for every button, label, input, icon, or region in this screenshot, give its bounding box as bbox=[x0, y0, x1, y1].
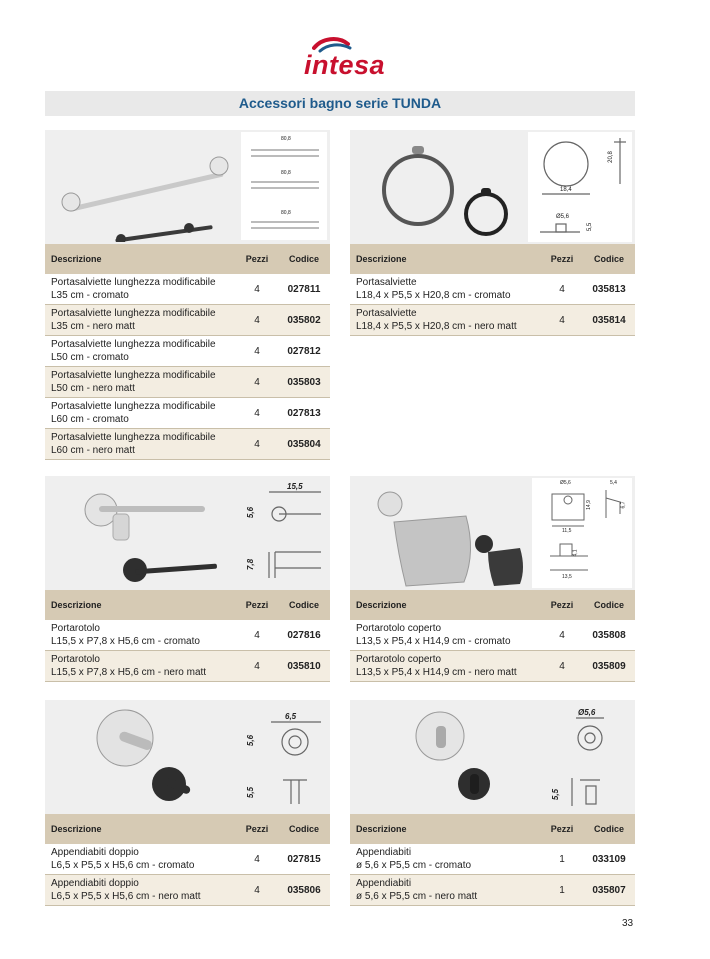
row-qty: 1 bbox=[559, 884, 565, 896]
row-desc-line2: L13,5 x P5,4 x H14,9 cm - nero matt bbox=[356, 667, 517, 678]
header-qty: Pezzi bbox=[245, 600, 269, 610]
dimension-label: 5,5 bbox=[246, 786, 256, 799]
page-number: 33 bbox=[622, 918, 634, 929]
header-code: Codice bbox=[593, 600, 624, 610]
row-qty: 4 bbox=[254, 884, 260, 896]
row-qty: 4 bbox=[254, 376, 260, 388]
product-block-towel-bar bbox=[45, 130, 330, 460]
double-hook-image bbox=[85, 704, 235, 810]
header-description: Descrizione bbox=[51, 254, 102, 264]
row-qty: 4 bbox=[254, 853, 260, 865]
header-description: Descrizione bbox=[51, 600, 102, 610]
product-photo bbox=[350, 476, 635, 590]
row-code: 035804 bbox=[287, 438, 321, 450]
header-description: Descrizione bbox=[356, 824, 407, 834]
row-qty: 4 bbox=[254, 407, 260, 419]
row-desc-line1: Appendiabiti bbox=[356, 847, 412, 858]
row-desc-line1: Portasalviette bbox=[356, 308, 417, 319]
table-row bbox=[45, 875, 330, 906]
dimension-label: Ø5,6 bbox=[556, 214, 570, 220]
product-photo bbox=[45, 130, 330, 244]
row-desc-line2: L35 cm - cromato bbox=[51, 290, 129, 301]
dimension-label: 5,6 bbox=[246, 734, 256, 747]
table-row bbox=[350, 875, 635, 906]
row-desc-line1: Portasalviette lunghezza modificabile bbox=[51, 339, 216, 350]
row-desc-line1: Portasalviette lunghezza modificabile bbox=[51, 370, 216, 381]
dimension-drawing bbox=[241, 702, 327, 812]
dimension-label: 20,8 bbox=[607, 151, 614, 163]
dimension-drawing bbox=[532, 478, 632, 588]
page-title-bar bbox=[45, 91, 635, 116]
row-desc-line2: ø 5,6 x P5,5 cm - nero matt bbox=[356, 891, 478, 902]
table-row bbox=[45, 398, 330, 429]
header-qty: Pezzi bbox=[245, 254, 269, 264]
dimension-label: 5,5 bbox=[587, 222, 594, 232]
dimension-label: 6,7 bbox=[620, 501, 627, 509]
header-code: Codice bbox=[593, 254, 624, 264]
row-qty: 4 bbox=[559, 283, 565, 295]
brand-name: intesa bbox=[304, 50, 386, 80]
header-description: Descrizione bbox=[356, 600, 407, 610]
table-header bbox=[350, 590, 635, 620]
header-qty: Pezzi bbox=[550, 600, 574, 610]
table-row bbox=[45, 651, 330, 682]
row-desc-line2: L60 cm - nero matt bbox=[51, 445, 135, 456]
row-qty: 4 bbox=[254, 283, 260, 295]
dimension-label: 80,8 bbox=[281, 210, 291, 216]
table-row bbox=[45, 844, 330, 875]
row-desc-line1: Portarotolo bbox=[51, 654, 100, 665]
table-row bbox=[45, 620, 330, 651]
dimension-label: 80,8 bbox=[281, 170, 291, 176]
row-desc-line2: ø 5,6 x P5,5 cm - cromato bbox=[356, 860, 472, 871]
page-title: Accessori bagno serie TUNDA bbox=[238, 95, 442, 111]
dimension-label: 80,8 bbox=[281, 136, 291, 142]
header-code: Codice bbox=[288, 824, 319, 834]
header-description: Descrizione bbox=[51, 824, 102, 834]
row-qty: 4 bbox=[254, 345, 260, 357]
dimension-drawing bbox=[528, 132, 632, 242]
row-qty: 4 bbox=[559, 314, 565, 326]
dimension-label: 11,5 bbox=[562, 528, 572, 534]
row-qty: 4 bbox=[559, 629, 565, 641]
dimension-label: 7,8 bbox=[246, 558, 256, 571]
table-header bbox=[45, 244, 330, 274]
dimension-drawing bbox=[546, 702, 632, 812]
covered-paper-holder-image bbox=[370, 482, 540, 588]
header-qty: Pezzi bbox=[550, 824, 574, 834]
row-desc-line1: Portarotolo coperto bbox=[356, 623, 442, 634]
table-row bbox=[45, 305, 330, 336]
header-qty: Pezzi bbox=[245, 824, 269, 834]
paper-holder-image bbox=[69, 484, 239, 588]
dimension-drawing bbox=[241, 478, 327, 588]
row-code: 035802 bbox=[287, 314, 321, 326]
row-desc-line2: L35 cm - nero matt bbox=[51, 321, 135, 332]
header-code: Codice bbox=[288, 254, 319, 264]
row-desc-line2: L50 cm - cromato bbox=[51, 352, 129, 363]
table-row bbox=[45, 367, 330, 398]
dimension-drawing bbox=[241, 132, 327, 240]
dimension-label: 6,5 bbox=[285, 712, 297, 721]
product-photo bbox=[45, 476, 330, 590]
row-code: 035806 bbox=[287, 884, 321, 896]
dimension-label: Ø5,6 bbox=[578, 708, 596, 717]
row-code: 035808 bbox=[592, 629, 626, 641]
product-photo bbox=[350, 700, 635, 814]
table-row bbox=[350, 274, 635, 305]
row-desc-line2: L18,4 x P5,5 x H20,8 cm - cromato bbox=[356, 290, 511, 301]
dimension-label: Ø5,6 bbox=[560, 480, 571, 486]
dimension-label: 5,4 bbox=[610, 480, 617, 486]
row-desc-line2: L50 cm - nero matt bbox=[51, 383, 135, 394]
row-qty: 4 bbox=[559, 660, 565, 672]
header-qty: Pezzi bbox=[550, 254, 574, 264]
row-desc-line1: Portasalviette lunghezza modificabile bbox=[51, 401, 216, 412]
dimension-label: 4,1 bbox=[572, 549, 579, 557]
row-desc-line1: Appendiabiti bbox=[356, 878, 412, 889]
row-code: 027816 bbox=[287, 629, 321, 641]
header-code: Codice bbox=[288, 600, 319, 610]
product-block-covered-paper-holder bbox=[350, 476, 635, 682]
row-qty: 4 bbox=[254, 314, 260, 326]
dimension-label: 14,9 bbox=[585, 500, 592, 510]
row-code: 035810 bbox=[287, 660, 321, 672]
row-code: 027812 bbox=[287, 345, 321, 357]
product-photo bbox=[45, 700, 330, 814]
row-desc-line2: L15,5 x P7,8 x H5,6 cm - nero matt bbox=[51, 667, 207, 678]
row-desc-line1: Portasalviette lunghezza modificabile bbox=[51, 308, 216, 319]
row-code: 035814 bbox=[592, 314, 626, 326]
table-row bbox=[350, 305, 635, 336]
table-row bbox=[45, 274, 330, 305]
row-code: 027813 bbox=[287, 407, 321, 419]
row-code: 035803 bbox=[287, 376, 321, 388]
dimension-label: 18,4 bbox=[560, 187, 572, 193]
row-desc-line2: L6,5 x P5,5 x H5,6 cm - cromato bbox=[51, 860, 195, 871]
header-code: Codice bbox=[593, 824, 624, 834]
brand-logo bbox=[300, 36, 390, 80]
row-desc-line1: Portarotolo coperto bbox=[356, 654, 442, 665]
row-desc-line1: Portasalviette bbox=[356, 277, 417, 288]
row-code: 027811 bbox=[287, 283, 321, 295]
table-row bbox=[350, 651, 635, 682]
table-row bbox=[350, 620, 635, 651]
row-qty: 4 bbox=[254, 629, 260, 641]
row-qty: 1 bbox=[559, 853, 565, 865]
row-desc-line2: L18,4 x P5,5 x H20,8 cm - nero matt bbox=[356, 321, 517, 332]
table-header bbox=[45, 590, 330, 620]
row-desc-line2: L6,5 x P5,5 x H5,6 cm - nero matt bbox=[51, 891, 201, 902]
row-desc-line1: Appendiabiti doppio bbox=[51, 878, 139, 889]
row-code: 033109 bbox=[592, 853, 626, 865]
product-block-towel-ring bbox=[350, 130, 635, 336]
product-block-double-hook bbox=[45, 700, 330, 906]
row-desc-line2: L15,5 x P7,8 x H5,6 cm - cromato bbox=[51, 636, 200, 647]
table-header bbox=[350, 244, 635, 274]
row-desc-line1: Portasalviette lunghezza modificabile bbox=[51, 432, 216, 443]
row-desc-line2: L13,5 x P5,4 x H14,9 cm - cromato bbox=[356, 636, 511, 647]
hook-image bbox=[400, 704, 530, 810]
row-desc-line1: Portasalviette lunghezza modificabile bbox=[51, 277, 216, 288]
table-header bbox=[45, 814, 330, 844]
product-block-hook bbox=[350, 700, 635, 906]
row-desc-line2: L60 cm - cromato bbox=[51, 414, 129, 425]
row-code: 027815 bbox=[287, 853, 321, 865]
row-qty: 4 bbox=[254, 438, 260, 450]
row-code: 035807 bbox=[592, 884, 626, 896]
dimension-label: 5,5 bbox=[551, 788, 561, 801]
header-description: Descrizione bbox=[356, 254, 407, 264]
table-row bbox=[350, 844, 635, 875]
table-row bbox=[45, 336, 330, 367]
product-photo bbox=[350, 130, 635, 244]
table-row bbox=[45, 429, 330, 460]
dimension-label: 15,5 bbox=[287, 482, 303, 491]
dimension-label: 5,6 bbox=[246, 506, 256, 519]
towel-ring-image bbox=[378, 138, 518, 244]
table-header bbox=[350, 814, 635, 844]
row-qty: 4 bbox=[254, 660, 260, 672]
dimension-label: 13,5 bbox=[562, 574, 572, 580]
row-desc-line1: Appendiabiti doppio bbox=[51, 847, 139, 858]
row-code: 035809 bbox=[592, 660, 626, 672]
product-block-paper-holder bbox=[45, 476, 330, 682]
towel-bar-image bbox=[53, 142, 243, 242]
row-desc-line1: Portarotolo bbox=[51, 623, 100, 634]
row-code: 035813 bbox=[592, 283, 626, 295]
